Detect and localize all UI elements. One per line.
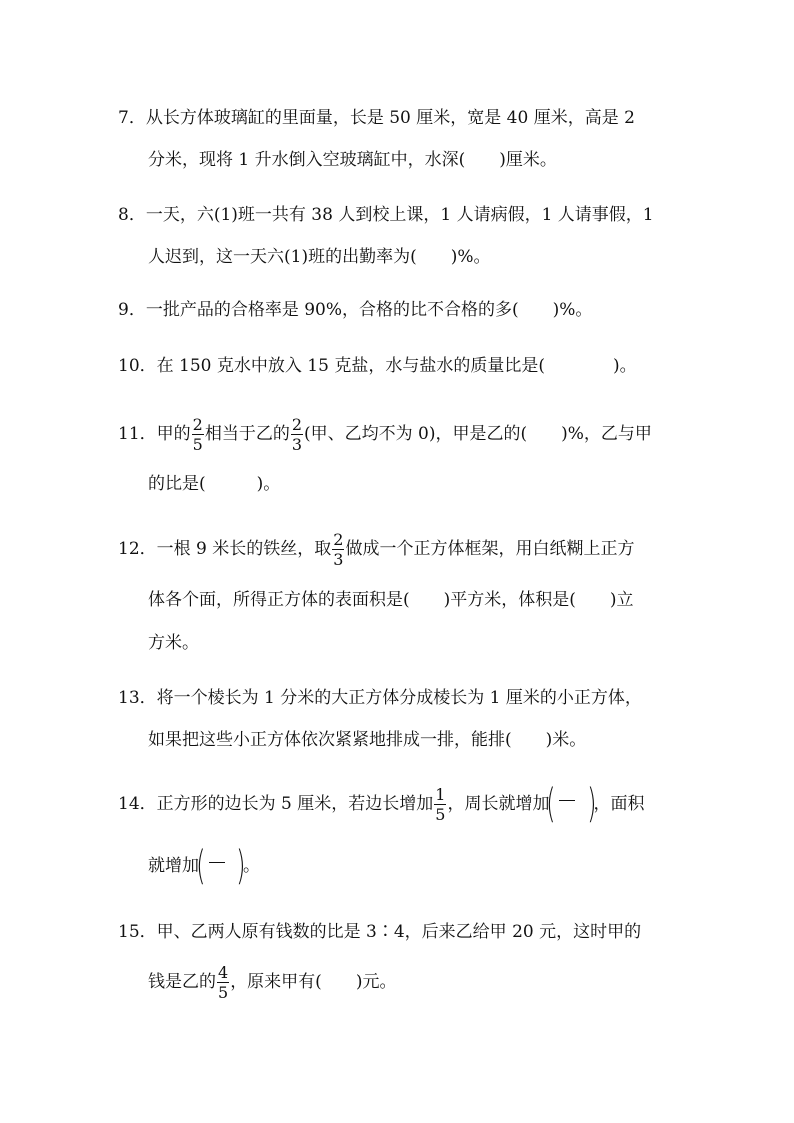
question-12-line-2: 体各个面，所得正方体的表面积是( )平方米，体积是( )立 [148,590,634,610]
question-14-line-2 [148,843,260,890]
question-text: 甲的 [156,424,191,444]
fraction-numerator: 2 [333,530,344,549]
right-paren-icon: ) [236,842,246,889]
left-paren-icon: ( [546,780,556,827]
fraction-numerator: 2 [291,415,303,434]
question-12-line-3: 方米。 [148,633,199,653]
question-8 [118,203,654,227]
question-15 [118,920,641,944]
question-text: ，原来甲有( )元。 [230,972,397,992]
question-number: 8． [118,205,146,225]
left-paren-icon: ( [196,842,206,889]
fraction-four-fifths [217,963,229,1002]
fraction-numerator: 4 [218,963,229,982]
question-text: 将一个棱长为 1 分米的大正方体分成棱长为 1 厘米的小正方体， [156,688,642,708]
question-text: ，面积 [593,794,645,814]
answer-blank-fraction[interactable] [546,780,597,828]
question-text: 钱是乙的 [148,972,216,992]
question-number: 14． [118,794,157,814]
question-7-line-2: 分米，现将 1 升水倒入空玻璃缸中，水深( )厘米。 [148,150,557,170]
fraction-denominator: 5 [435,805,446,824]
question-text: 。 [243,856,260,876]
question-11-line-2: 的比是( )。 [148,474,281,494]
fraction-one-fifth [434,785,446,824]
question-text: 相当于乙的 [204,424,290,444]
question-text: 一天，六(1)班一共有 38 人到校上课，1 人请病假，1 人请事假，1 [145,205,654,225]
question-text: (甲、乙均不为 0)，甲是乙的( )%，乙与甲 [304,424,652,444]
question-text: 做成一个正方体框架，用白纸糊上正方 [345,539,635,559]
fraction-bar-icon [559,800,575,801]
question-text: 一根 9 米长的铁丝，取 [156,539,332,559]
question-number: 15． [118,922,157,942]
question-text: 正方形的边长为 5 厘米，若边长增加 [156,794,434,814]
fraction-denominator: 3 [291,435,303,454]
question-text: 在 150 克水中放入 15 克盐，水与盐水的质量比是( )。 [156,356,637,376]
answer-blank-fraction[interactable] [196,842,246,890]
fraction-two-thirds [291,415,303,454]
question-7 [118,106,635,130]
question-number: 10． [118,356,157,376]
question-text: 甲、乙两人原有钱数的比是 3∶4，后来乙给甲 20 元，这时甲的 [156,922,642,942]
fraction-numerator: 1 [435,785,446,804]
question-14 [118,781,644,828]
question-text: 从长方体玻璃缸的里面量，长是 50 厘米，宽是 40 厘米，高是 2 [145,108,635,128]
right-paren-icon: ) [586,780,597,827]
fraction-two-thirds [332,530,344,569]
question-text: 就增加 [148,856,199,876]
question-number: 13． [118,688,157,708]
question-8-line-2: 人迟到，这一天六(1)班的出勤率为( )%。 [148,247,491,267]
fraction-denominator: 3 [333,550,344,569]
question-text: ，周长就增加 [447,794,550,814]
question-number: 9． [118,300,146,320]
question-12 [118,527,634,571]
question-13 [118,686,642,710]
question-number: 11． [118,424,157,444]
question-9 [118,298,592,322]
question-11 [118,412,652,456]
question-13-line-2: 如果把这些小正方体依次紧紧地排成一排，能排( )米。 [148,730,587,750]
fraction-numerator: 2 [192,415,203,434]
question-10 [118,354,637,378]
question-15-line-2 [148,960,396,1004]
fraction-denominator: 5 [192,435,203,454]
fraction-denominator: 5 [218,983,229,1002]
fraction-two-fifths [192,415,204,454]
fraction-bar-icon [209,862,225,863]
question-text: 一批产品的合格率是 90%，合格的比不合格的多( )%。 [145,300,593,320]
question-number: 7． [118,108,146,128]
question-number: 12． [118,539,157,559]
